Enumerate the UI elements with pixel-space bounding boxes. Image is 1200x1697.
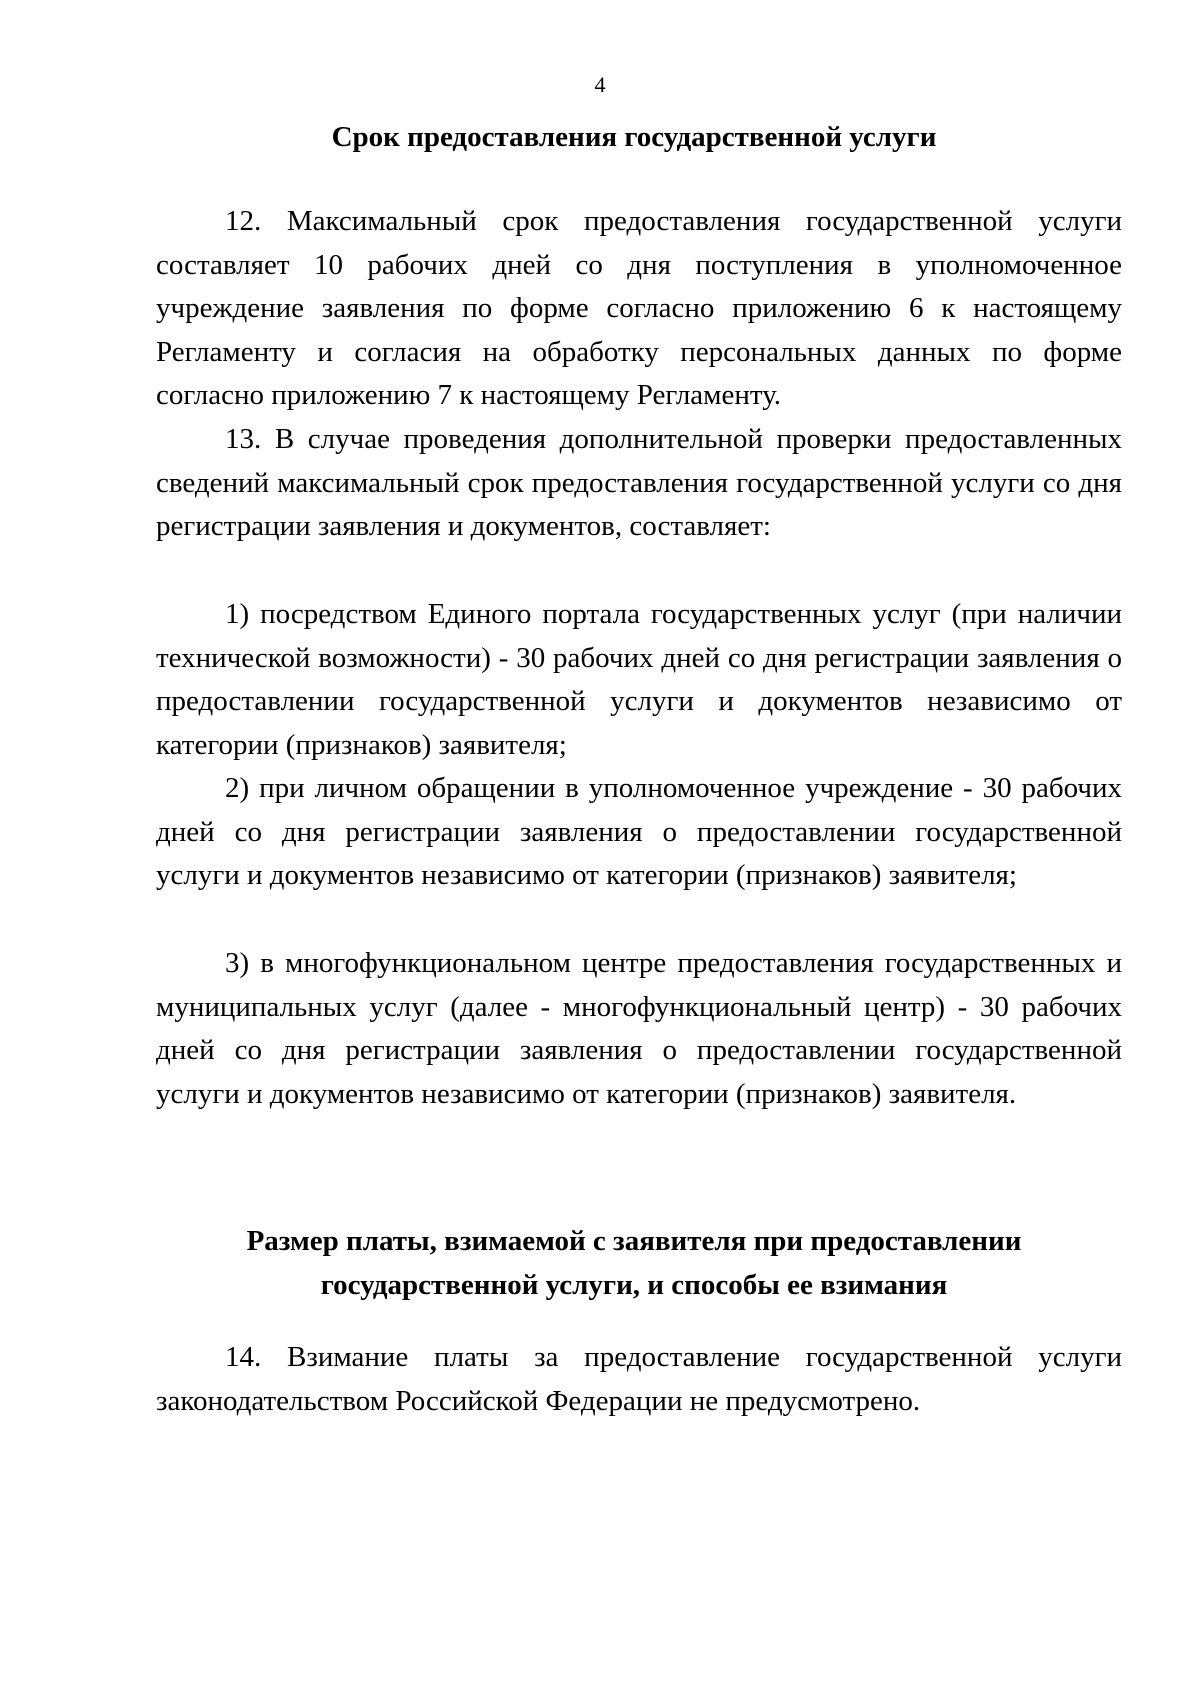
paragraph-14: 14. Взимание платы за предоставление государственной услуги законодательством Российской Федерации не предусмотрено. [156,1341,1122,1417]
page-number: 4 [594,72,606,97]
paragraph-13-item-2: 2) при личном обращении в уполномоченное учреждение - 30 рабочих дней со дня регистрации заявления о предоставлении государственной услуги и документов независимо от категории (признаков) заявителя; [156,772,1122,892]
paragraph-13-item-3: 3) в многофункциональном центре предоставления государственных и муниципальных услуг (далее - многофункциональный центр) - 30 рабочих дней со дня регистрации заявления о предоставлении государственной услуги и документов независимо от категории (признаков) заявителя. [156,947,1122,1110]
paragraph-12: 12. Максимальный срок предоставления государственной услуги составляет 10 рабочих дней со дня поступления в уполномоченное учреждение заявления по форме согласно приложению 6 к настоящему Регламенту и согласия на обработку персональных данных по форме согласно приложению 7 к настоящему Регламенту. [156,205,1122,412]
paragraph-13-item-1: 1) посредством Единого портала государственных услуг (при наличии технической возможности) - 30 рабочих дней со дня регистрации заявления о предоставлении государственной услуги и документов независимо от категории (признаков) заявителя; [156,598,1122,761]
section-heading-service-term: Срок предоставления государственной услуги [331,121,937,153]
section-heading-fee: Размер платы, взимаемой с заявителя при предоставлении государственной услуги, и способы ее взимания [246,1225,1022,1301]
paragraph-13: 13. В случае проведения дополнительной проверки предоставленных сведений максимальный срок предоставления государственной услуги со дня регистрации заявления и документов, составляет: [156,423,1122,543]
